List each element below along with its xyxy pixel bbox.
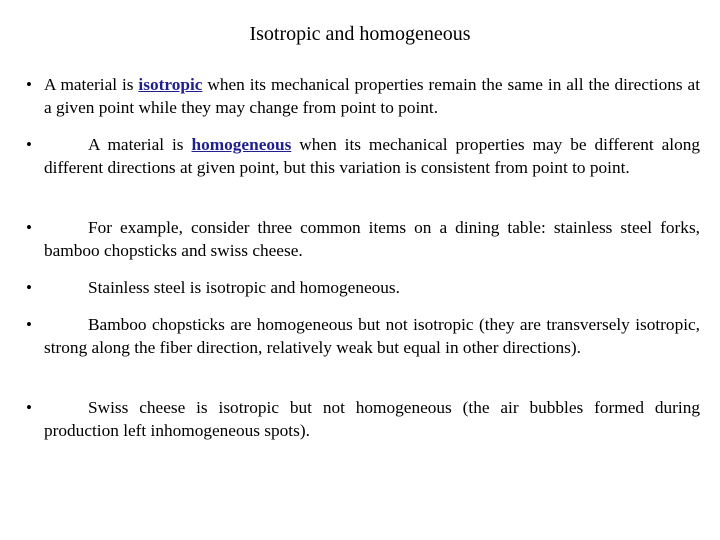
bullet-text-after: when its mechanical properties may be different along different directions at given point, but this variation is consistent from point to point.: [44, 135, 701, 177]
bullet-isotropic-definition: [26, 73, 700, 119]
bullet-text-before: A material is: [44, 75, 139, 94]
bullet-swiss-cheese: [26, 396, 700, 442]
bullet-dot: •: [26, 278, 32, 297]
bullet-text-after: when its mechanical properties remain the same in all the directions at a given point while they may change from point to point.: [44, 75, 700, 117]
bullet-text: For example, consider three common items on a dining table: stainless steel forks, bamboo chopsticks and swiss cheese.: [44, 218, 700, 260]
bullet-text: Bamboo chopsticks are homogeneous but not isotropic (they are transversely isotropic, strong along the fiber direction, relatively weak but equal in other directions).: [44, 315, 700, 357]
bullet-text: Stainless steel is isotropic and homogeneous.: [88, 278, 400, 297]
bullet-bamboo-chopsticks: [26, 313, 700, 359]
slide-title: Isotropic and homogeneous: [249, 23, 471, 45]
bullet-stainless-steel: [26, 276, 700, 299]
bullet-text-before: A material is: [88, 135, 192, 154]
bullet-dot: •: [26, 398, 32, 417]
bullet-dot: •: [26, 75, 32, 94]
bullet-text: Swiss cheese is isotropic but not homogeneous (the air bubbles formed during production left inhomogeneous spots).: [44, 398, 700, 440]
homogeneous-keyword-link[interactable]: homogeneous: [191, 135, 292, 154]
isotropic-keyword-link[interactable]: isotropic: [138, 75, 203, 94]
bullet-dot: •: [26, 315, 32, 334]
bullet-example-intro: [26, 216, 700, 262]
bullet-dot: •: [26, 218, 32, 237]
bullet-dot: •: [26, 135, 32, 154]
bullet-homogeneous-definition: [26, 133, 701, 179]
